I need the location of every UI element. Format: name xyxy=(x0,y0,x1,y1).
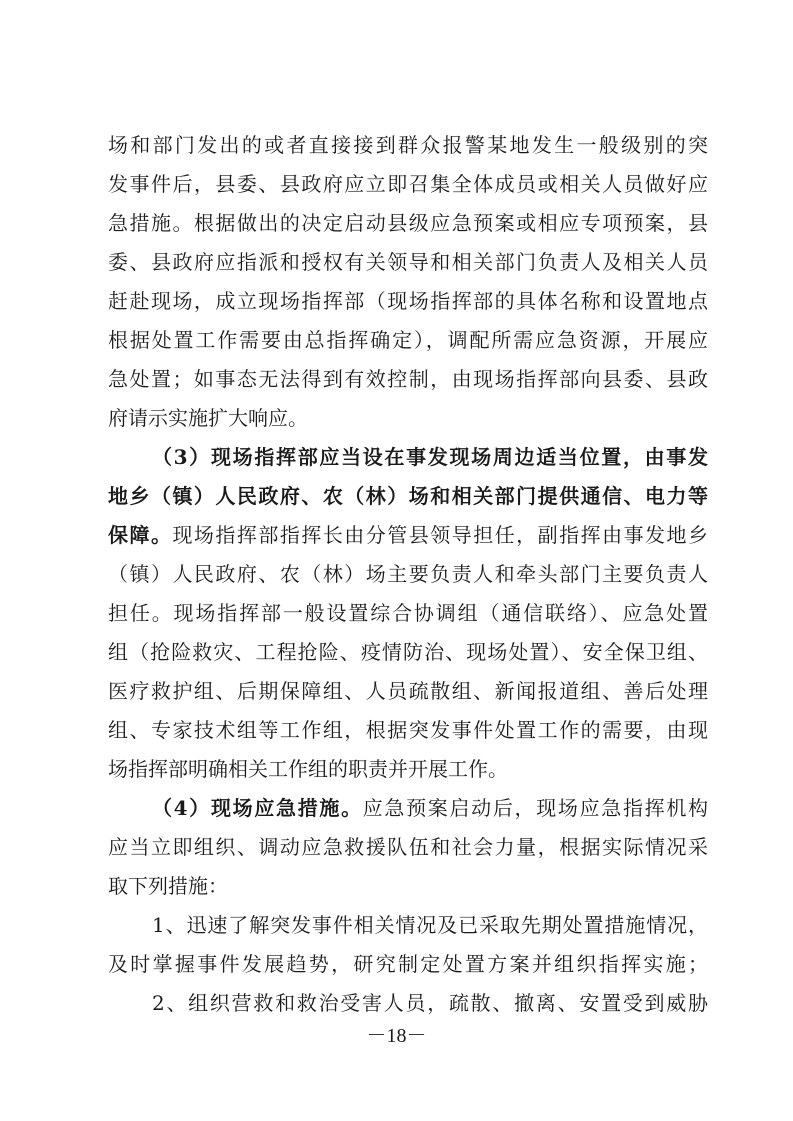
paragraph-line: 担任。现场指挥部一般设置综合协调组（通信联络）、应急处置 xyxy=(108,601,708,625)
page-number: －18－ xyxy=(366,1025,427,1047)
paragraph-line: 医疗救护组、后期保障组、人员疏散组、新闻报道组、善后处理 xyxy=(108,679,708,703)
section-heading-3: （3）现场指挥部应当设在事发现场周边适当位置，由事发 xyxy=(152,445,708,469)
paragraph-line xyxy=(108,515,708,555)
paragraph-line: 应当立即组织、调动应急救援队伍和社会力量，根据实际情况采 xyxy=(108,835,708,859)
paragraph-line xyxy=(152,788,708,828)
paragraph-line: 发事件后，县委、县政府应立即召集全体成员或相关人员做好应 xyxy=(108,172,708,196)
section-heading-3-end: 保障。 xyxy=(108,523,173,547)
list-item-1-continued: 及时掌握事件发展趋势，研究制定处置方案并组织指挥实施； xyxy=(108,952,708,976)
list-item-1: 1、迅速了解突发事件相关情况及已采取先期处置措施情况， xyxy=(152,913,708,937)
section-heading-3-continued: 地乡（镇）人民政府、农（林）场和相关部门提供通信、电力等 xyxy=(108,484,708,508)
paragraph-line: 赶赴现场，成立现场指挥部（现场指挥部的具体名称和设置地点 xyxy=(108,289,708,313)
paragraph-line: 急措施。根据做出的决定启动县级应急预案或相应专项预案，县 xyxy=(108,211,708,235)
paragraph-line: 取下列措施： xyxy=(108,874,228,898)
paragraph-line: 委、县政府应指派和授权有关领导和相关部门负责人及相关人员 xyxy=(108,250,708,274)
paragraph-line: 府请示实施扩大响应。 xyxy=(108,406,308,430)
paragraph-line: 急处置；如事态无法得到有效控制，由现场指挥部向县委、县政 xyxy=(108,367,708,391)
paragraph-text: 应急预案启动后，现场应急指挥机构 xyxy=(362,796,708,820)
paragraph-line: 组、专家技术组等工作组，根据突发事件处置工作的需要，由现 xyxy=(108,718,708,742)
paragraph-text: 现场指挥部指挥长由分管县领导担任，副指挥由事发地乡 xyxy=(172,523,708,547)
paragraph-line: 组（抢险救灾、工程抢险、疫情防治、现场处置）、安全保卫组、 xyxy=(108,640,708,664)
paragraph-line: （镇）人民政府、农（林）场主要负责人和牵头部门主要负责人 xyxy=(108,562,708,586)
section-heading-4: （4）现场应急措施。 xyxy=(152,796,363,820)
list-item-2: 2、组织营救和救治受害人员，疏散、撤离、安置受到威胁 xyxy=(152,991,708,1015)
paragraph-line: 场和部门发出的或者直接接到群众报警某地发生一般级别的突 xyxy=(108,133,708,157)
paragraph-line: 场指挥部明确相关工作组的职责并开展工作。 xyxy=(108,757,508,781)
paragraph-line: 根据处置工作需要由总指挥确定），调配所需应急资源，开展应 xyxy=(108,328,708,352)
